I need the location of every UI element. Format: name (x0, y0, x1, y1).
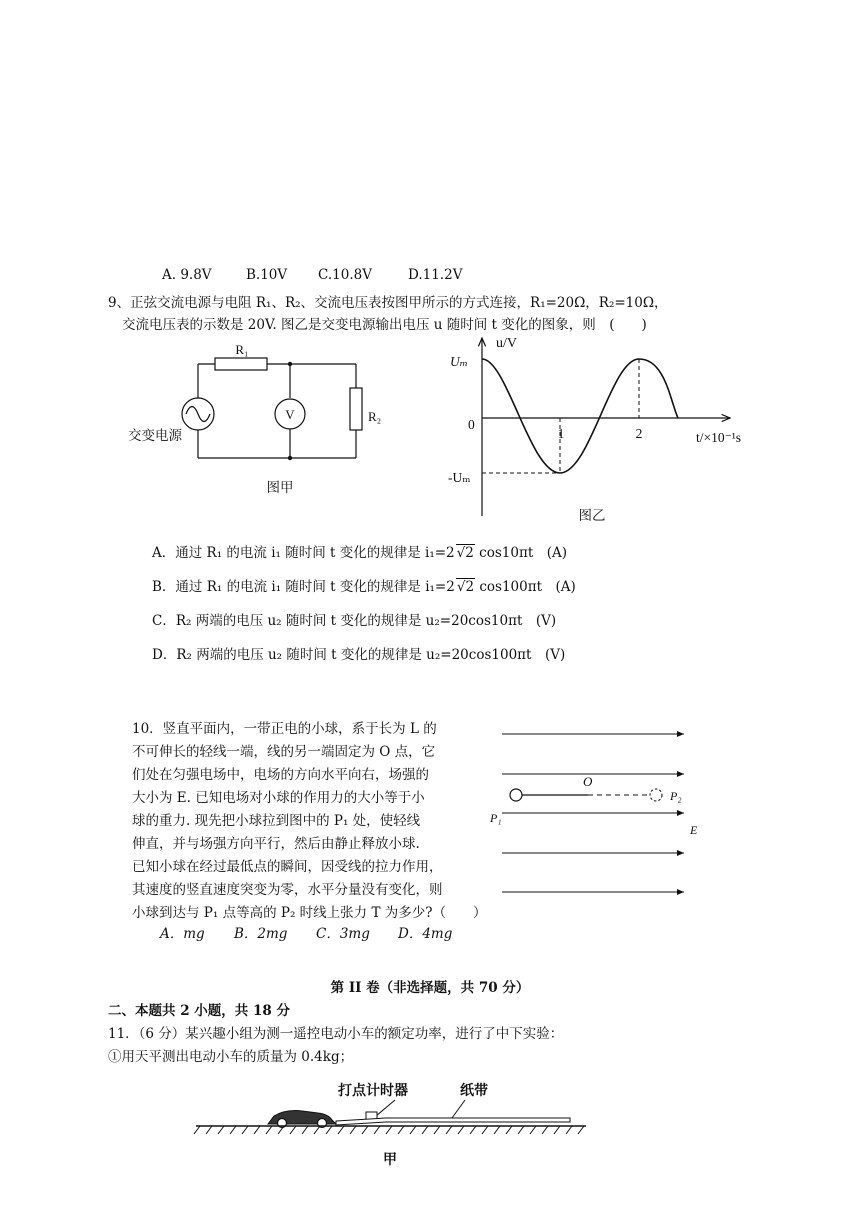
q9-choice-b-root: 2 (465, 579, 475, 595)
q10-line: 不可伸长的轻线一端，线的另一端固定为 O 点，它 (132, 744, 436, 760)
timer-pointer (376, 1100, 395, 1116)
q10-line: 小球到达与 P₁ 点等高的 P₂ 时线上张力 T 为多少?（ ） (132, 905, 487, 921)
fig-yi-caption: 图乙 (578, 508, 606, 523)
r2-label: R₂ (368, 409, 382, 424)
q9-choice-a-suffix: cos10πt (A) (474, 545, 568, 561)
sqrt-symbol: √2 (456, 579, 475, 595)
q10-option-b: B．2mg (234, 926, 288, 942)
q9-choice-b-suffix: cos100πt (A) (475, 579, 576, 595)
q8-option-b: B.10V (246, 267, 288, 283)
q10-line: 们处在匀强电场中，电场的方向水平向右，场强的 (132, 767, 429, 783)
section-heading: 二、本题共 2 小题，共 18 分 (108, 1003, 290, 1019)
q10-line: 伸直，并与场强方向平行，然后由静止释放小球. (132, 836, 420, 852)
ball-p2 (650, 789, 662, 801)
electric-field-diagram (490, 724, 710, 904)
origin-label: 0 (468, 417, 475, 432)
label-p2: P₂ (670, 789, 682, 803)
q9-choice-b-prefix: B．通过 R₁ 的电流 i₁ 随时间 t 变化的规律是 i₁=2 (152, 579, 455, 595)
q10-line: 球的重力. 现先把小球拉到图中的 P₁ 处，使轻线 (132, 813, 421, 829)
junction-top (288, 362, 292, 366)
q11-line2: ①用天平测出电动小车的质量为 0.4kg； (108, 1049, 354, 1065)
q10-line: 10．竖直平面内，一带正电的小球，系于长为 L 的 (132, 721, 437, 737)
y-max-label: Uₘ (450, 354, 469, 369)
tape-label: 纸带 (460, 1084, 488, 1099)
q10-option-d: D．4mg (398, 926, 453, 942)
section-title: 第 II 卷（非选择题，共 70 分） (330, 980, 530, 996)
q9-choice-a-root: 2 (465, 545, 474, 561)
q9-choice-a (152, 541, 567, 561)
ac-source-wave (186, 407, 210, 422)
x-tick-2: 2 (635, 426, 643, 441)
q9-choice-d: D．R₂ 两端的电压 u₂ 随时间 t 变化的规律是 u₂=20cos100πt (V) (152, 647, 566, 663)
y-min-label: -Uₘ (448, 470, 471, 485)
q10-line: 已知小球在经过最低点的瞬间，因受线的拉力作用， (132, 859, 443, 875)
timer-label: 打点计时器 (338, 1084, 408, 1099)
q10-option-a: A．mg (160, 926, 205, 942)
resistor-r2 (350, 388, 362, 430)
ground-hatching (194, 1126, 584, 1134)
voltage-time-graph (440, 330, 760, 530)
fig11-caption: 甲 (383, 1153, 397, 1168)
q9-choice-c: C．R₂ 两端的电压 u₂ 随时间 t 变化的规律是 u₂=20cos10πt (V) (152, 613, 557, 629)
paper-tape (336, 1118, 570, 1125)
circuit-diagram (120, 340, 380, 510)
q9-stem-line2: 交流电压表的示数是 20V. 图乙是交变电源输出电压 u 随时间 t 变化的图象，则 ( ) (122, 317, 647, 333)
q9-stem-line1 (108, 291, 668, 311)
ball-p1 (510, 789, 522, 801)
label-o: O (583, 774, 593, 789)
q8-option-a: A. 9.8V (162, 267, 212, 283)
label-e: E (690, 823, 698, 837)
source-label: 交变电源 (128, 428, 182, 443)
q9-line1-text: 正弦交流电源与电阻 R₁、R₂、交流电压表按图甲所示的方式连接，R₁=20Ω，R₂=10Ω， (130, 295, 668, 311)
q9-choice-a-prefix: A．通过 R₁ 的电流 i₁ 随时间 t 变化的规律是 i₁=2 (152, 545, 455, 561)
x-tick-1: 1 (557, 426, 565, 441)
cosine-curve (482, 359, 678, 473)
r1-label: R₁ (235, 342, 249, 357)
cart-timer-diagram (190, 1076, 590, 1176)
q9-choice-b (152, 575, 576, 595)
label-p1: P₁ (490, 811, 502, 825)
q10-option-c: C．3mg (316, 926, 370, 942)
fig-jia-caption: 图甲 (266, 480, 294, 495)
junction-bottom (288, 456, 292, 460)
x-axis-label: t/×10⁻¹s (696, 430, 742, 445)
q8-option-c: C.10.8V (318, 267, 372, 283)
voltmeter-label: V (285, 407, 295, 422)
q10-line: 大小为 E. 已知电场对小球的作用力的大小等于小 (132, 790, 425, 806)
q11-line1: 11．（6 分）某兴趣小组为测一遥控电动小车的额定功率，进行了中下实验： (108, 1026, 564, 1042)
resistor-r1 (215, 358, 267, 370)
sqrt-symbol: √2 (456, 545, 474, 561)
q8-option-d: D.11.2V (408, 267, 463, 283)
q10-line: 其速度的竖直速度突变为零，水平分量没有变化，则 (132, 882, 443, 898)
y-axis-label: u/V (496, 336, 517, 351)
tape-pointer (452, 1100, 465, 1118)
q9-number: 9、 (108, 295, 131, 311)
